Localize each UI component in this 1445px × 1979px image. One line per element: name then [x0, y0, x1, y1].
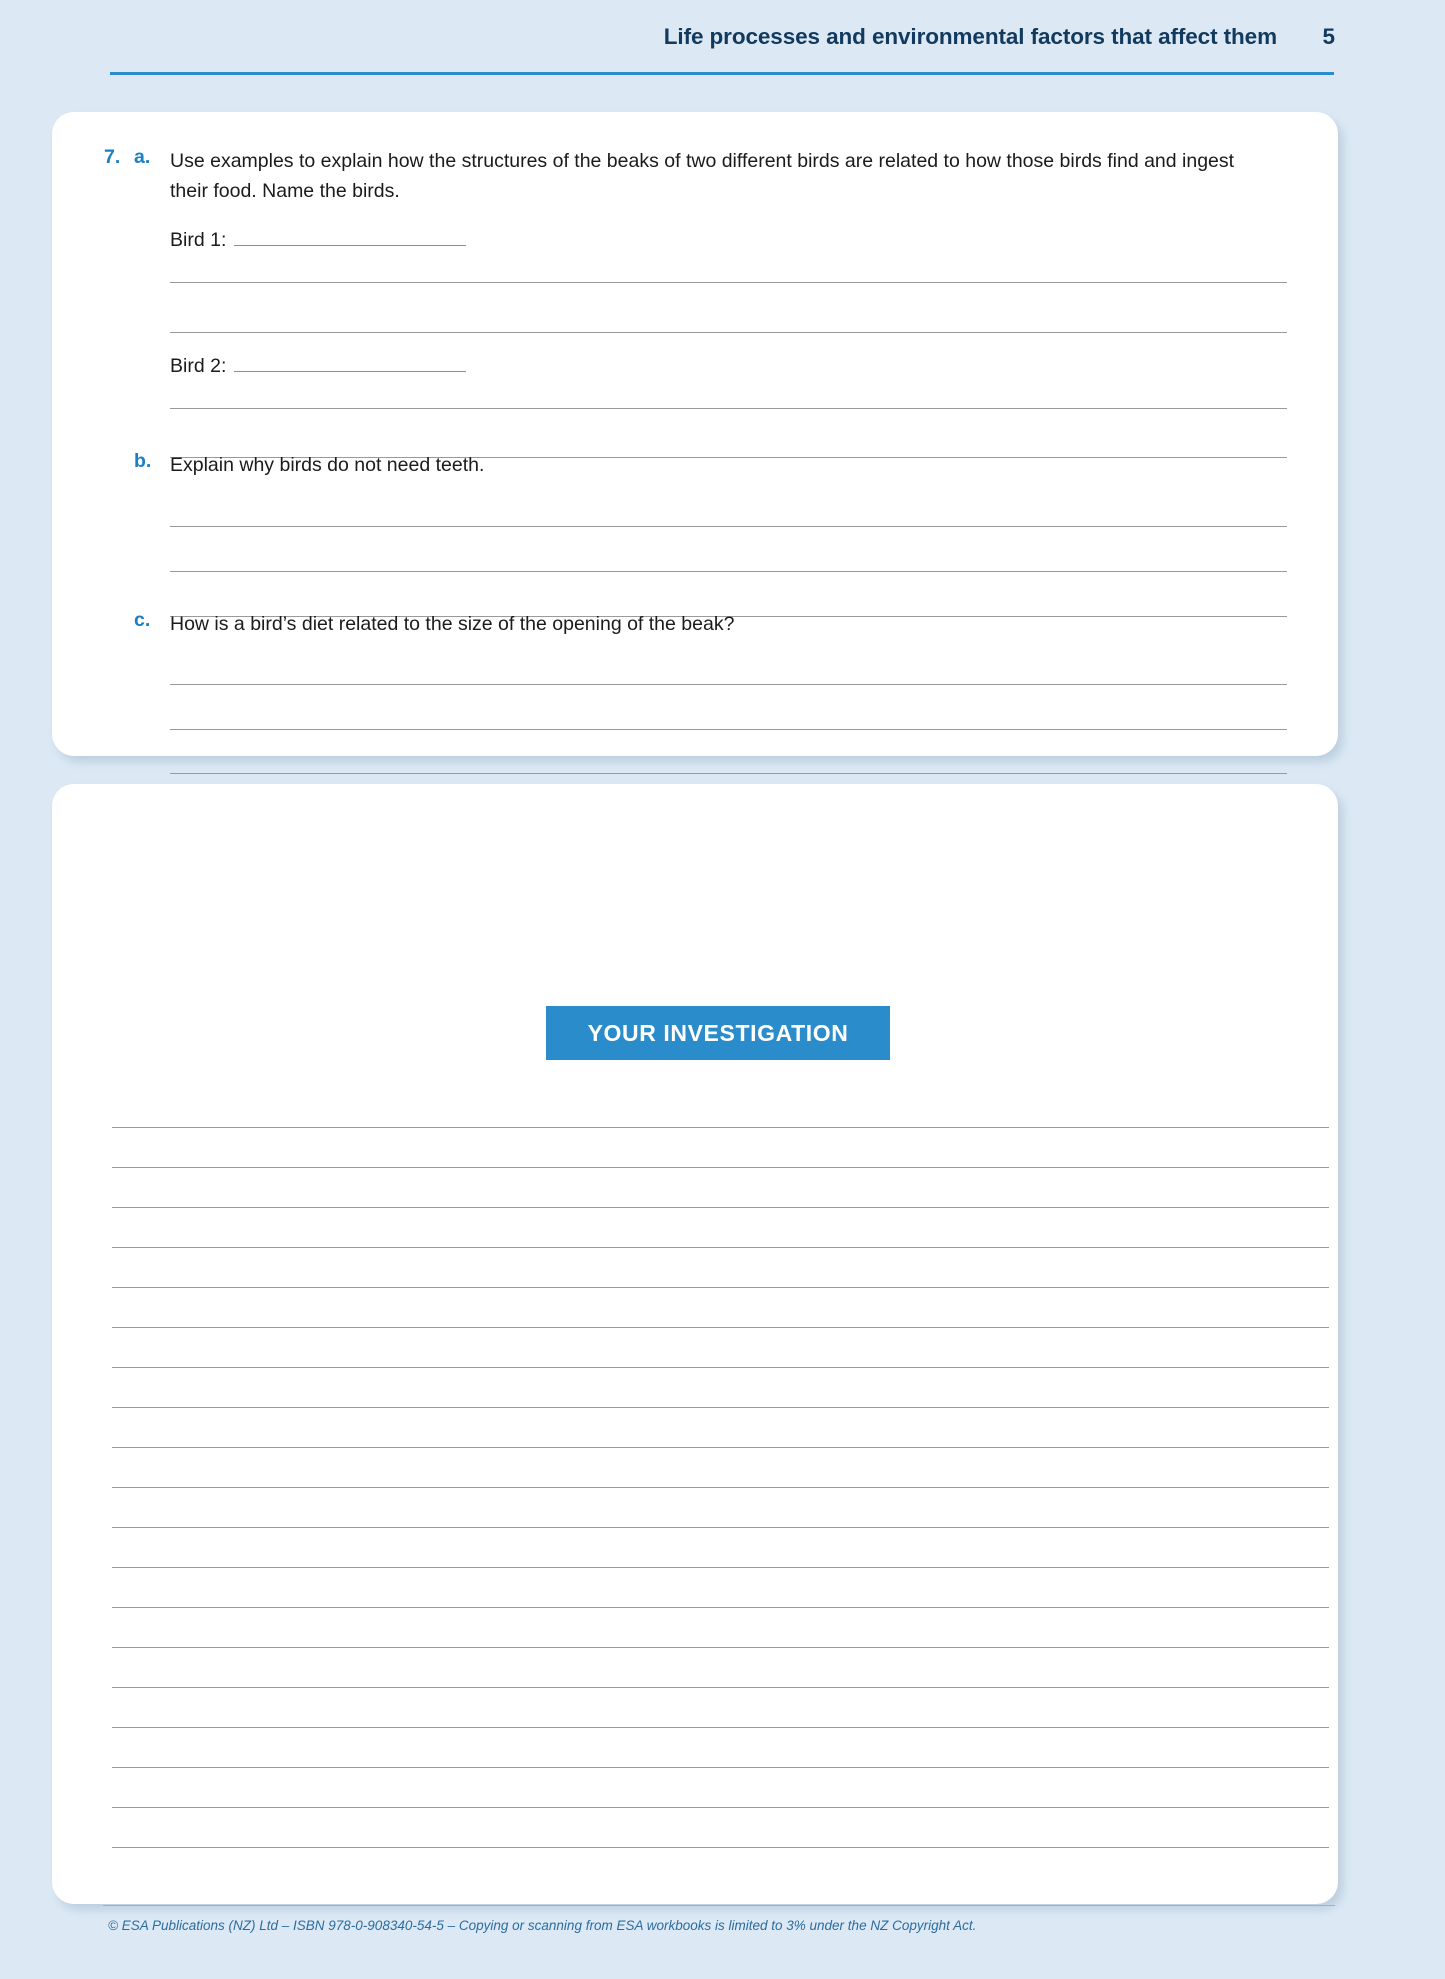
page-number: 5	[1322, 24, 1335, 49]
investigation-line[interactable]	[112, 1727, 1329, 1728]
answer-line[interactable]	[170, 408, 1287, 409]
investigation-line[interactable]	[112, 1287, 1329, 1288]
investigation-line[interactable]	[112, 1407, 1329, 1408]
answer-line[interactable]	[170, 571, 1287, 572]
investigation-line[interactable]	[112, 1767, 1329, 1768]
question-7b	[134, 450, 484, 480]
investigation-line[interactable]	[112, 1567, 1329, 1568]
question-letter-c: c.	[134, 609, 151, 631]
bird-1-label-row	[170, 229, 466, 252]
question-letter-b: b.	[134, 450, 152, 472]
investigation-card	[52, 784, 1338, 1904]
answer-line[interactable]	[170, 526, 1287, 527]
question-text-c: How is a bird’s diet related to the size of the opening of the beak?	[170, 613, 735, 635]
investigation-line[interactable]	[112, 1847, 1329, 1848]
answer-line[interactable]	[170, 729, 1287, 730]
investigation-line[interactable]	[112, 1367, 1329, 1368]
question-text-a: Use examples to explain how the structures of the beaks of two different birds are related to how those birds find and ingest their food. Name the birds.	[170, 150, 1235, 202]
investigation-line[interactable]	[112, 1167, 1329, 1168]
bird-1-answer-line[interactable]	[234, 231, 466, 246]
bird-2-label-row	[170, 355, 466, 378]
investigation-line[interactable]	[112, 1607, 1329, 1608]
investigation-line[interactable]	[112, 1807, 1329, 1808]
bird-2-answer-line[interactable]	[234, 357, 466, 372]
investigation-line[interactable]	[112, 1527, 1329, 1528]
bird-2-label: Bird 2:	[170, 355, 227, 377]
investigation-line[interactable]	[112, 1487, 1329, 1488]
answer-line[interactable]	[170, 773, 1287, 774]
investigation-line[interactable]	[112, 1687, 1329, 1688]
bird-1-label: Bird 1:	[170, 229, 227, 251]
answer-line[interactable]	[170, 332, 1287, 333]
question-number: 7.	[104, 146, 121, 168]
investigation-line[interactable]	[112, 1207, 1329, 1208]
questions-card	[52, 112, 1338, 756]
investigation-line[interactable]	[112, 1127, 1329, 1128]
question-7c	[134, 609, 734, 639]
page-title: Life processes and environmental factors that affect them	[663, 24, 1277, 49]
footer-divider	[103, 1905, 1335, 1906]
question-text-b: Explain why birds do not need teeth.	[170, 454, 485, 476]
page-header	[110, 24, 1335, 50]
header-divider	[110, 72, 1334, 75]
question-letter-a: a.	[134, 146, 151, 168]
footer-copyright: © ESA Publications (NZ) Ltd – ISBN 978-0-908340-54-5 – Copying or scanning from ESA workbooks is limited to 3% under the NZ Copyright Act.	[108, 1918, 977, 1933]
investigation-line[interactable]	[112, 1247, 1329, 1248]
investigation-banner	[546, 1006, 890, 1060]
investigation-line[interactable]	[112, 1647, 1329, 1648]
investigation-line[interactable]	[112, 1327, 1329, 1328]
question-7a	[104, 146, 1260, 206]
investigation-line[interactable]	[112, 1447, 1329, 1448]
answer-line[interactable]	[170, 684, 1287, 685]
answer-line[interactable]	[170, 282, 1287, 283]
investigation-banner-label: YOUR INVESTIGATION	[587, 1019, 849, 1046]
